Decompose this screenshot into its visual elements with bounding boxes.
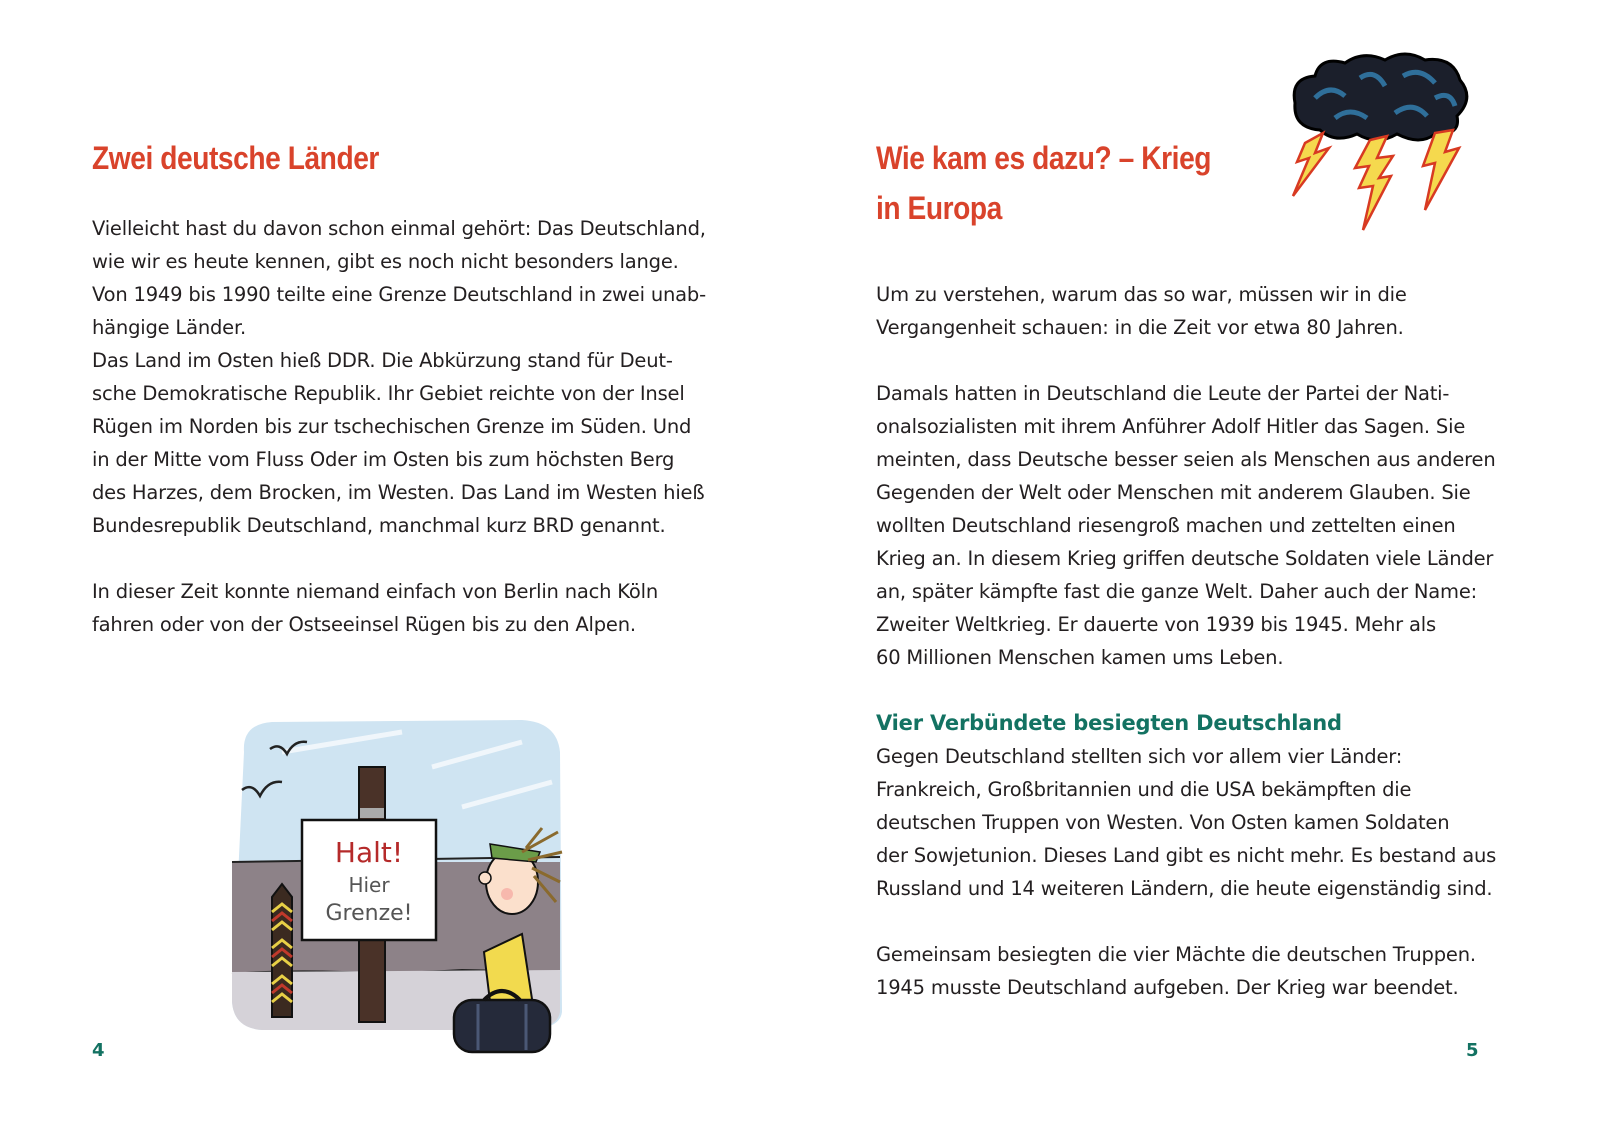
text-line: Rügen im Norden bis zur tschechischen Grenze im Süden. Und xyxy=(92,415,692,438)
text-line: Gemeinsam besiegten die vier Mächte die deutschen Truppen. xyxy=(876,943,1476,966)
text-line: wie wir es heute kennen, gibt es noch nicht besonders lange. xyxy=(92,250,679,273)
text-line: Russland und 14 weiteren Ländern, die heute eigenständig sind. xyxy=(876,877,1493,900)
text-line: sche Demokratische Republik. Ihr Gebiet reichte von der Insel xyxy=(92,382,685,405)
text-line: Von 1949 bis 1990 teilte eine Grenze Deutschland in zwei unab- xyxy=(92,283,706,306)
text-line: in der Mitte vom Fluss Oder im Osten bis zum höchsten Berg xyxy=(92,448,675,471)
text-line: fahren oder von der Ostseeinsel Rügen bis zu den Alpen. xyxy=(92,613,636,636)
text-line: Gegen Deutschland stellten sich vor allem vier Länder: xyxy=(876,745,1403,768)
text-line: 1945 musste Deutschland aufgeben. Der Krieg war beendet. xyxy=(876,976,1459,999)
border-scene-image xyxy=(222,712,572,1072)
left-page-title: Zwei deutsche Länder xyxy=(92,140,379,176)
text-line: Zweiter Weltkrieg. Er dauerte von 1939 bis 1945. Mehr als xyxy=(876,613,1436,636)
text-line: Bundesrepublik Deutschland, manchmal kurz BRD genannt. xyxy=(92,514,666,537)
left-body-text xyxy=(92,212,732,641)
text-line: Krieg an. In diesem Krieg griffen deutsche Soldaten viele Länder xyxy=(876,547,1494,570)
sign-text-hier: Hier xyxy=(348,873,390,897)
border-post xyxy=(272,884,292,1017)
text-line: an, später kämpfte fast die ganze Welt. Daher auch der Name: xyxy=(876,580,1478,603)
storm-cloud-icon xyxy=(1285,48,1475,238)
right-page-title xyxy=(876,133,1211,233)
sign-text-grenze: Grenze! xyxy=(325,901,413,926)
text-line: Frankreich, Großbritannien und die USA bekämpften die xyxy=(876,778,1412,801)
right-title-line-2: in Europa xyxy=(876,190,1002,226)
text-line: meinten, dass Deutsche besser seien als Menschen aus anderen xyxy=(876,448,1496,471)
sign-text-halt: Halt! xyxy=(334,836,404,869)
section-subheading: Vier Verbündete besiegten Deutschland xyxy=(876,711,1342,735)
right-body-text xyxy=(876,278,1526,1004)
halt-sign xyxy=(302,820,436,940)
right-title-line-1: Wie kam es dazu? – Krieg xyxy=(876,140,1212,176)
text-line: hängige Länder. xyxy=(92,316,247,339)
text-line: Das Land im Osten hieß DDR. Die Abkürzung stand für Deut- xyxy=(92,349,673,372)
text-line: deutschen Truppen von Westen. Von Osten kamen Soldaten xyxy=(876,811,1450,834)
text-line: 60 Millionen Menschen kamen ums Leben. xyxy=(876,646,1284,669)
page-number-left: 4 xyxy=(92,1040,105,1061)
pole-band xyxy=(360,808,384,818)
border-illustration xyxy=(222,712,572,1072)
text-line: In dieser Zeit konnte niemand einfach von Berlin nach Köln xyxy=(92,580,659,603)
text-line: wollten Deutschland riesengroß machen und zettelten einen xyxy=(876,514,1456,537)
text-line: der Sowjetunion. Dieses Land gibt es nicht mehr. Es bestand aus xyxy=(876,844,1497,867)
text-line: des Harzes, dem Brocken, im Westen. Das Land im Westen hieß xyxy=(92,481,705,504)
storm-cloud-illustration xyxy=(1285,48,1475,238)
right-page xyxy=(800,0,1600,1138)
text-line: Um zu verstehen, warum das so war, müssen wir in die xyxy=(876,283,1407,306)
suitcase-icon xyxy=(454,991,550,1052)
text-line: onalsozialisten mit ihrem Anführer Adolf Hitler das Sagen. Sie xyxy=(876,415,1466,438)
text-line: Damals hatten in Deutschland die Leute der Partei der Nati- xyxy=(876,382,1450,405)
text-line: Gegenden der Welt oder Menschen mit anderem Glauben. Sie xyxy=(876,481,1471,504)
text-line: Vergangenheit schauen: in die Zeit vor etwa 80 Jahren. xyxy=(876,316,1404,339)
text-line: Vielleicht hast du davon schon einmal gehört: Das Deutschland, xyxy=(92,217,706,240)
page-number-right: 5 xyxy=(1466,1040,1479,1061)
